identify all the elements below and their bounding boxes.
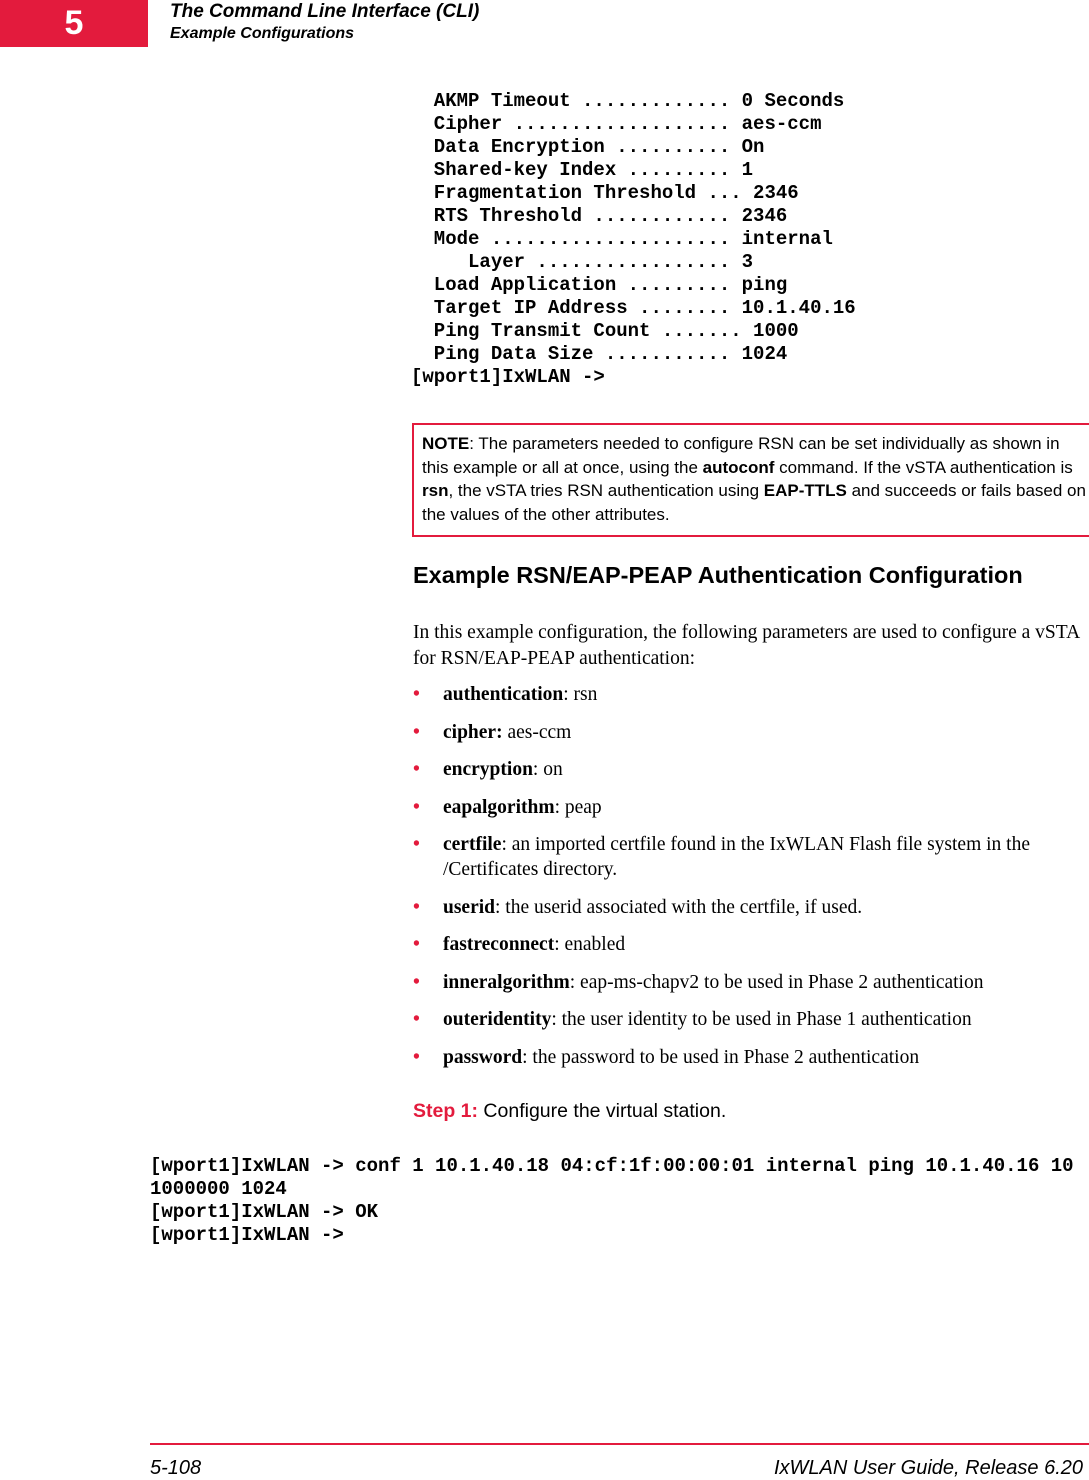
- chapter-number: 5: [64, 4, 84, 42]
- param-term: password: [443, 1046, 523, 1068]
- param-term: certfile: [443, 834, 502, 855]
- code-line: Shared-key Index ......... 1: [411, 159, 754, 181]
- code-line: Cipher ................... aes-ccm: [411, 113, 822, 135]
- bullet-icon: •: [413, 934, 420, 955]
- note-label: NOTE: [422, 434, 470, 453]
- list-item: [413, 895, 1081, 920]
- code-line: Target IP Address ........ 10.1.40.16: [411, 297, 856, 319]
- note-text: : The parameters needed to configure RSN can be set individually as shown in this example or all at once, using the: [422, 434, 1060, 477]
- code-line: Ping Data Size ........... 1024: [411, 343, 788, 365]
- param-desc: : an imported certfile found in the IxWLAN Flash file system in the /Certificates directory.: [443, 834, 1030, 880]
- code-line: [wport1]IxWLAN -> OK: [150, 1201, 379, 1223]
- code-line: Mode ..................... internal: [411, 228, 833, 250]
- param-desc: aes-ccm: [502, 721, 572, 743]
- code-line: [wport1]IxWLAN ->: [411, 366, 605, 388]
- param-term: inneralgorithm: [443, 971, 570, 993]
- code-block-status: [411, 90, 856, 389]
- note-text: and succeeds or fails based on the values of the other attributes.: [422, 481, 1086, 524]
- code-line: AKMP Timeout ............. 0 Seconds: [411, 90, 845, 112]
- list-item: [413, 795, 1081, 820]
- param-desc: : the user identity to be used in Phase 1 authentication: [551, 1009, 972, 1030]
- note-text: command. If the vSTA authentication is: [774, 457, 1073, 477]
- bullet-icon: •: [413, 834, 420, 855]
- param-desc: : eap-ms-chapv2 to be used in Phase 2 authentication: [569, 971, 984, 993]
- param-term: fastreconnect: [443, 934, 555, 955]
- bullet-icon: •: [413, 1046, 420, 1068]
- code-line: [wport1]IxWLAN ->: [150, 1224, 344, 1246]
- list-item: [413, 720, 1081, 745]
- note-text: , the vSTA tries RSN authentication using: [448, 481, 764, 500]
- code-line: [wport1]IxWLAN -> conf 1 10.1.40.18 04:cf:1f:00:00:01 internal ping 10.1.40.16 10: [150, 1155, 1074, 1177]
- code-line: Layer ................. 3: [411, 251, 754, 273]
- step-label: Step 1:: [413, 1100, 479, 1122]
- footer-divider: [150, 1443, 1089, 1445]
- note-command: autoconf: [702, 457, 775, 477]
- bullet-icon: •: [413, 971, 420, 993]
- param-desc: : rsn: [563, 684, 598, 705]
- code-line: RTS Threshold ............ 2346: [411, 205, 788, 227]
- list-item: [413, 1045, 1081, 1070]
- step-instruction: [413, 1100, 726, 1123]
- bullet-icon: •: [413, 684, 420, 705]
- note-eap-ttls: EAP-TTLS: [763, 481, 847, 500]
- list-item: [413, 682, 1081, 707]
- param-desc: : peap: [554, 796, 602, 818]
- bullet-icon: •: [413, 796, 420, 818]
- code-line: Data Encryption .......... On: [411, 136, 765, 158]
- note-box: [412, 423, 1089, 537]
- intro-paragraph: In this example configuration, the following parameters are used to configure a vSTA for RSN/EAP-PEAP authentication:: [413, 622, 1080, 669]
- list-item: [413, 932, 1081, 957]
- bullet-icon: •: [413, 896, 420, 918]
- chapter-tab: [0, 0, 148, 47]
- param-desc: : enabled: [554, 934, 626, 955]
- parameter-list: [413, 682, 1081, 1082]
- param-term: cipher:: [443, 721, 503, 743]
- code-line: Ping Transmit Count ....... 1000: [411, 320, 799, 342]
- param-term: encryption: [443, 759, 533, 780]
- param-term: authentication: [443, 684, 564, 705]
- code-line: Fragmentation Threshold ... 2346: [411, 182, 799, 204]
- param-term: outeridentity: [443, 1009, 552, 1030]
- chapter-title: The Command Line Interface (CLI): [170, 1, 480, 22]
- step-text: Configure the virtual station.: [478, 1100, 727, 1122]
- param-desc: : on: [532, 759, 563, 780]
- param-term: eapalgorithm: [443, 796, 555, 818]
- page-number: 5-108: [150, 1457, 202, 1479]
- param-desc: : the password to be used in Phase 2 authentication: [522, 1046, 920, 1068]
- bullet-icon: •: [413, 759, 420, 780]
- guide-title: IxWLAN User Guide, Release 6.20: [773, 1457, 1083, 1479]
- section-heading: Example RSN/EAP-PEAP Authentication Configuration: [413, 562, 1023, 588]
- param-term: userid: [443, 896, 496, 918]
- section-subtitle: Example Configurations: [170, 25, 355, 42]
- code-block-command: [150, 1155, 1074, 1247]
- list-item: [413, 757, 1081, 782]
- list-item: [413, 970, 1081, 995]
- list-item: [413, 1007, 1081, 1032]
- code-line: Load Application ......... ping: [411, 274, 788, 296]
- note-rsn: rsn: [422, 481, 449, 500]
- list-item: [413, 832, 1081, 882]
- bullet-icon: •: [413, 721, 420, 743]
- param-desc: : the userid associated with the certfile, if used.: [495, 896, 863, 918]
- code-line: 1000000 1024: [150, 1178, 287, 1200]
- bullet-icon: •: [413, 1009, 420, 1030]
